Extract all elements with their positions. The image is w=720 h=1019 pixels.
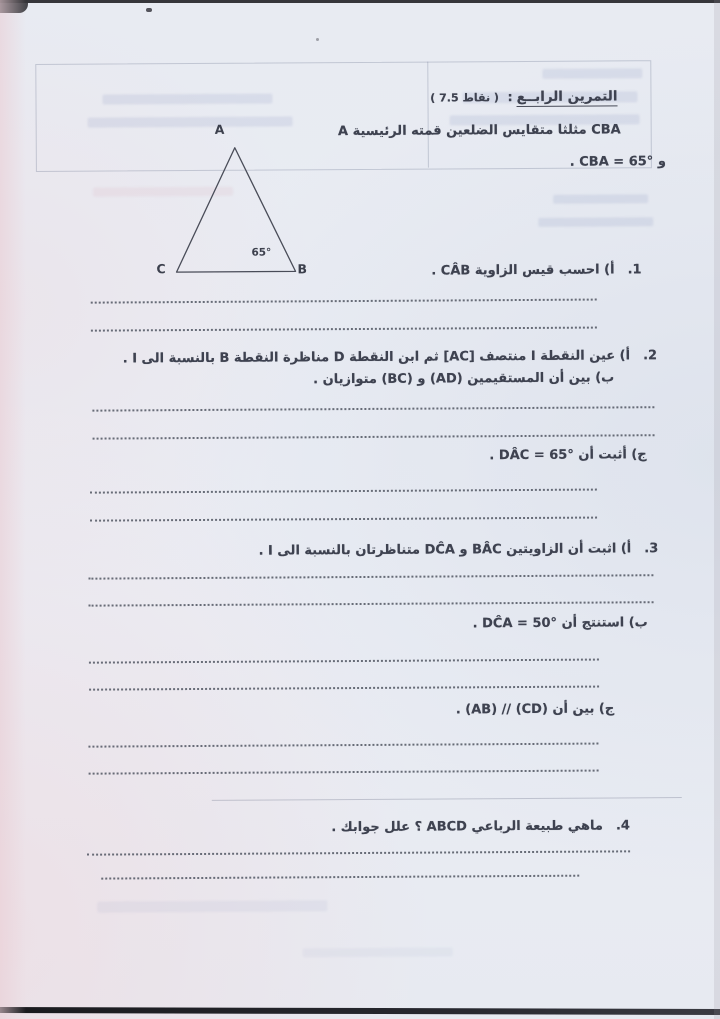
answer-dotted-line — [88, 574, 653, 579]
answer-dotted-line — [93, 434, 655, 439]
question-2c: ج) أثبت أن ‪DÂC = 65°‬ . — [489, 447, 647, 464]
triangle-vertex-b-label: B — [297, 261, 308, 277]
answer-dotted-line — [91, 327, 597, 332]
bleed-through-text — [97, 900, 327, 912]
triangle-figure — [148, 118, 319, 279]
scan-speck — [316, 38, 319, 41]
answer-dotted-line — [91, 299, 597, 304]
question-4-text: ماهي طبيعة الرباعي ABCD ؟ علل جوابك . — [331, 818, 603, 836]
bleed-through-text — [538, 217, 653, 227]
question-3b: ب) استنتج أن ‪DĈA = 50°‬ . — [472, 615, 648, 632]
exercise-points: ( 7.5 نقاط ) — [430, 91, 499, 105]
bleed-through-text — [542, 68, 642, 79]
bleed-through-text — [102, 94, 272, 105]
question-3-number: 3. — [644, 541, 659, 557]
scan-edge-left-tint — [0, 0, 26, 1019]
scan-speck — [146, 8, 152, 12]
question-2b: ب) بين أن المستقيمين ‪(AD)‬ و ‪(BC)‬ متوازيان . — [313, 370, 615, 388]
question-2a-text: أ) عين النقطة I منتصف ‪[AC]‬ ثم ابن النقطة D مناظرة النقطة B بالنسبة الى I . — [122, 348, 631, 367]
question-4-number: 4. — [615, 818, 630, 834]
bleed-through-text — [553, 194, 648, 204]
question-1 — [431, 262, 641, 278]
answer-dotted-line — [90, 489, 597, 494]
scan-edge-right — [714, 0, 720, 1019]
triangle-vertex-a-label: A — [214, 121, 225, 137]
answer-dotted-line — [89, 659, 599, 664]
answer-dotted-line — [90, 517, 597, 522]
answer-dotted-line — [92, 406, 654, 411]
question-3 — [259, 541, 659, 558]
answer-dotted-line — [89, 686, 599, 691]
question-1a-text: أ) احسب قيس الزاوية ‪CÂB‬ . — [431, 262, 615, 279]
exercise-intro-line1: CBA مثلثا متقايس الضلعين قمته الرئيسية A — [337, 122, 621, 140]
exercise-intro-line2: و ‪CBA = 65°‬ . — [569, 154, 666, 170]
answer-dotted-line — [88, 743, 598, 748]
question-3a-text: أ) اثبت أن الزاويتين ‪BÂC‬ و ‪DĈA‬ متناظرتان بالنسبة الى I . — [258, 541, 632, 559]
question-3c: ج) بين أن ‪(AB) // (CD)‬ . — [455, 701, 615, 718]
triangle-vertex-c-label: C — [156, 261, 166, 277]
answer-dotted-line — [87, 850, 630, 855]
question-4 — [331, 818, 630, 835]
triangle-angle-label: 65° — [251, 246, 272, 259]
question-2 — [123, 348, 657, 366]
exercise-title: التمرين الرابــع — [516, 88, 618, 106]
exercise-header — [430, 88, 617, 105]
answer-dotted-line — [89, 770, 599, 775]
question-1-number: 1. — [627, 262, 642, 278]
bleed-through-text — [303, 947, 453, 957]
answer-dotted-line — [101, 875, 579, 880]
answer-dotted-line — [89, 601, 654, 606]
question-2-number: 2. — [643, 348, 658, 364]
bleed-through-rule — [212, 797, 682, 801]
exercise-title-colon: : — [507, 90, 513, 106]
scan-edge-top — [0, 0, 720, 3]
